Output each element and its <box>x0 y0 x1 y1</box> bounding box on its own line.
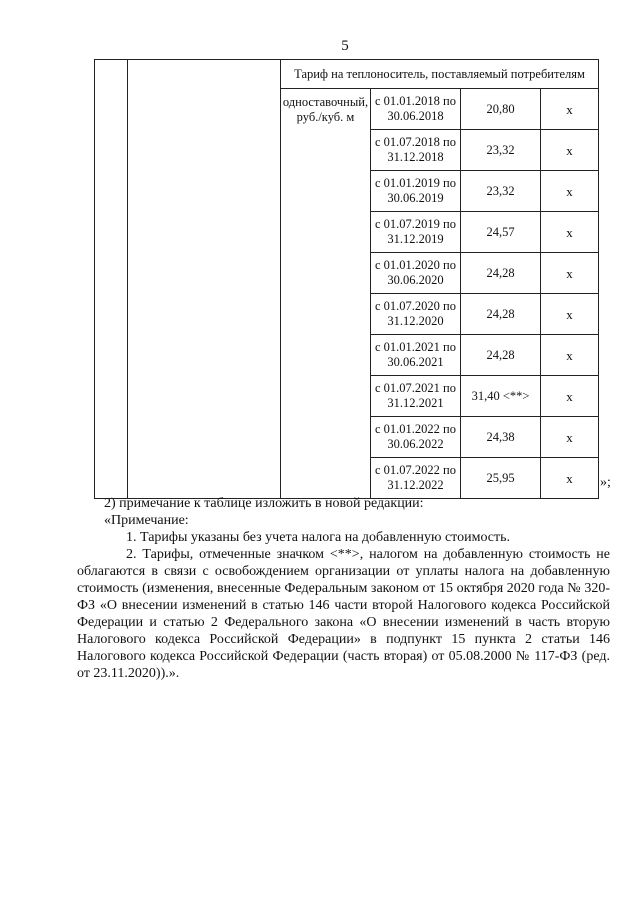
period-cell <box>371 294 461 335</box>
x-mark: х <box>541 376 599 417</box>
period-start: с 01.01.2018 по <box>375 94 456 108</box>
period-end: 31.12.2019 <box>387 232 444 246</box>
period-start: с 01.07.2021 по <box>375 381 456 395</box>
tariff-value: 23,32 <box>461 171 541 212</box>
period-end: 30.06.2022 <box>387 437 444 451</box>
x-mark: х <box>541 417 599 458</box>
x-mark: х <box>541 458 599 499</box>
tariff-value: 24,28 <box>461 294 541 335</box>
period-cell <box>371 89 461 130</box>
x-mark: х <box>541 335 599 376</box>
period-cell <box>371 212 461 253</box>
period-cell <box>371 376 461 417</box>
period-start: с 01.07.2018 по <box>375 135 456 149</box>
tariff-value: 24,28 <box>461 253 541 294</box>
note-block <box>77 495 610 682</box>
period-cell <box>371 171 461 212</box>
empty-column-2 <box>128 60 281 499</box>
period-cell <box>371 417 461 458</box>
x-mark: х <box>541 130 599 171</box>
period-start: с 01.01.2019 по <box>375 176 456 190</box>
x-mark: х <box>541 212 599 253</box>
table-header: Тариф на теплоноситель, поставляемый потребителям <box>281 60 599 89</box>
period-cell <box>371 130 461 171</box>
table-header-row <box>95 60 599 89</box>
period-end: 31.12.2018 <box>387 150 444 164</box>
period-start: с 01.01.2021 по <box>375 340 456 354</box>
period-cell <box>371 253 461 294</box>
tariff-unit-label: руб./куб. м <box>296 110 355 124</box>
note-heading: «Примечание: <box>104 513 189 528</box>
tariff-value: 24,38 <box>461 417 541 458</box>
period-start: с 01.01.2020 по <box>375 258 456 272</box>
tariff-value: 20,80 <box>461 89 541 130</box>
tariff-value: 24,28 <box>461 335 541 376</box>
note-2: 2. Тарифы, отмеченные значком <**>, налогом на добавленную стоимость не облагаются в связи с освобождением организации от уплаты налога на добавленную стоимость (изменения, внесенные Федеральным законом от 15 октября 2020 года № 320-ФЗ «О внесении изменений в статью 146 части второй Налогового кодекса Российской Федерации и статью 2 Федерального закона «О внесении изменений в часть вторую Налогового кодекса Российской Федерации» в подпункт 15 пункта 2 статьи 146 Налогового кодекса Российской Федерации (часть вторая) от 05.08.2000 № 117-ФЗ (ред. от 23.11.2020)).». <box>77 547 610 681</box>
tariff-type-label: одноставочный, <box>282 95 369 109</box>
period-end: 30.06.2019 <box>387 191 444 205</box>
note-1: 1. Тарифы указаны без учета налога на добавленную стоимость. <box>126 530 511 545</box>
period-end: 30.06.2018 <box>387 109 444 123</box>
x-mark: х <box>541 171 599 212</box>
period-end: 31.12.2021 <box>387 396 444 410</box>
tariff-value: 23,32 <box>461 130 541 171</box>
x-mark: х <box>541 89 599 130</box>
tariff-value: 31,40 <**> <box>461 376 541 417</box>
closing-mark: »; <box>600 475 611 490</box>
period-start: с 01.07.2019 по <box>375 217 456 231</box>
period-end: 30.06.2020 <box>387 273 444 287</box>
amendment-item-2: 2) примечание к таблице изложить в новой редакции: <box>104 496 424 511</box>
period-end: 31.12.2020 <box>387 314 444 328</box>
tariff-type-cell <box>281 89 371 499</box>
period-end: 31.12.2022 <box>387 478 444 492</box>
x-mark: х <box>541 294 599 335</box>
tariff-value: 24,57 <box>461 212 541 253</box>
period-start: с 01.01.2022 по <box>375 422 456 436</box>
x-mark: х <box>541 253 599 294</box>
period-end: 30.06.2021 <box>387 355 444 369</box>
tariff-table <box>94 59 599 499</box>
period-cell <box>371 335 461 376</box>
empty-column-1 <box>95 60 128 499</box>
period-cell <box>371 458 461 499</box>
tariff-value: 25,95 <box>461 458 541 499</box>
period-start: с 01.07.2020 по <box>375 299 456 313</box>
period-start: с 01.07.2022 по <box>375 463 456 477</box>
page-number: 5 <box>341 38 349 54</box>
